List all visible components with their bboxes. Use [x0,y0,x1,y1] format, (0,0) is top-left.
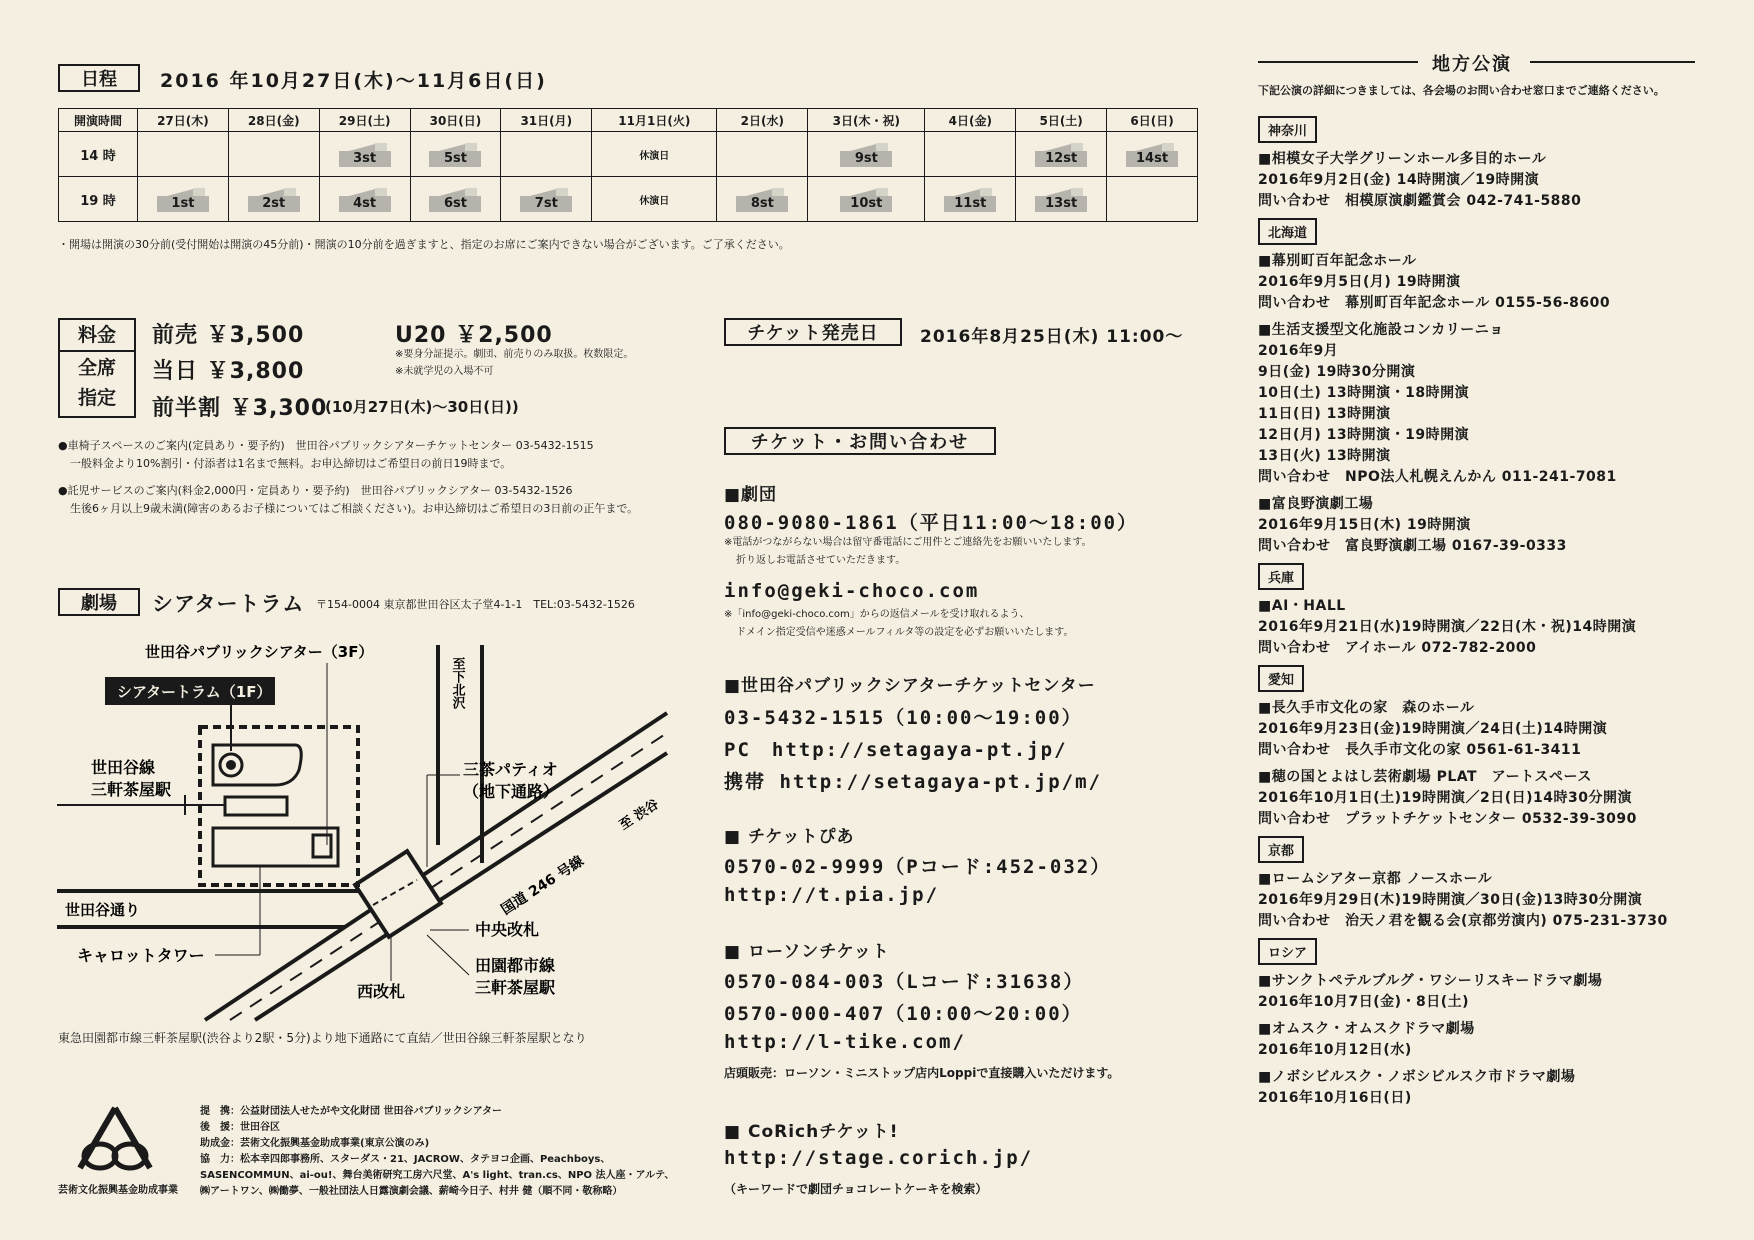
schedule-cell [717,177,808,222]
regional-intro: 下記公演の詳細につきましては、各会場のお問い合わせ窓口までご連絡ください。 [1258,84,1665,97]
schedule-cell [1016,177,1107,222]
schedule-note: ・開場は開演の30分前(受付開始は開演の45分前)・開演の10分前を過ぎますと、指定のお席にご案内できない場合がございます。ご了承ください。 [58,238,790,251]
performance-ticket-icon [840,188,892,214]
schedule-cell [925,177,1016,222]
schedule-day-5: 11月1日(火) [592,109,717,132]
region-venue-line: ■生活支援型文化施設コンカリーニョ [1258,322,1504,338]
venue-label: 劇場 [58,588,140,616]
region-venue-line: ■穂の国とよはし芸術劇場 PLAT アートスペース [1258,769,1592,785]
schedule-dates: 2016 年10月27日(木)～11月6日(日) [160,70,547,92]
region-venue-line: ■富良野演劇工場 [1258,496,1374,512]
schedule-cell [319,132,410,177]
troupe-email[interactable]: info@geki-choco.com [724,580,980,602]
schedule-cell [410,177,501,222]
performance-number: 6st [429,196,481,212]
rest-day-label: 休演日 [639,195,670,207]
schedule-cell [228,132,319,177]
region-venue [1258,251,1698,314]
wheelchair-line1: ●車椅子スペースのご案内(定員あり・要予約) 世田谷パブリックシアターチケットセンター 03-5432-1515 [58,439,594,452]
map-west-gate: 西改札 [357,982,406,1001]
schedule-cell [592,177,717,222]
region-venue-line: 問い合わせ 長久手市文化の家 0561-61-3411 [1258,742,1582,758]
region-venue-line: 2016年9月21日(水)19時開演／22日(木・祝)14時開演 [1258,619,1637,635]
childcare-line2: 生後6ヶ月以上9歳未満(障害のあるお子様についてはご相談ください)。お申込締切はご希望日の3日前の正午まで。 [70,502,639,515]
region-section [1258,218,1698,557]
region-venue-line: ■AI・HALL [1258,598,1346,614]
region-venue-line: 2016年9月23日(金)19時開演／24日(土)14時開演 [1258,721,1608,737]
performance-ticket-icon [339,188,391,214]
performance-number: 10st [840,196,892,212]
regional-rule-left [1258,61,1418,63]
schedule-cell [808,177,925,222]
credit-line: ㈱アートワン、㈱働夢、一般社団法人日露演劇会議、薪崎今日子、村井 健（順不同・敬称略） [200,1186,623,1197]
region-venue-line: 2016年10月1日(土)19時開演／2日(日)14時30分開演 [1258,790,1632,806]
map-tram-label: シアタートラム（1F） [117,683,272,701]
spt-pc-url[interactable]: PC http://setagaya-pt.jp/ [724,739,1068,761]
map-patio-2: （地下通路） [463,782,560,801]
region-venue [1258,767,1698,830]
region-venue-line: 9日(金) 19時30分開演 [1258,364,1416,380]
troupe-note1: ※電話がつながらない場合は留守番電話にご用件とご連絡先をお願いいたします。 [724,537,1092,548]
map-patio-1: 三茶パティオ [463,760,558,779]
map-setagaya-line-station [225,797,287,815]
performance-ticket-icon [736,188,788,214]
region-label: 京都 [1258,836,1304,863]
performance-ticket-icon [157,188,209,214]
region-label: 神奈川 [1258,116,1317,143]
sale-date-label: チケット発売日 [724,318,902,346]
troupe-heading: ■劇団 [724,485,778,505]
seat-label-1: 全席 [77,357,116,379]
map-dento-1: 田園都市線 [475,956,556,975]
schedule-cell [592,132,717,177]
region-venue-line: 10日(土) 13時開演・18時開演 [1258,385,1470,401]
region-section [1258,665,1698,830]
performance-number: 9st [840,151,892,167]
price-label-box [58,318,136,418]
region-venue-line: 問い合わせ 治天ノ君を観る会(京都労演内) 075-231-3730 [1258,913,1668,929]
credit-line: 協 力：松本幸四郎事務所、スターダス・21、JACROW、タテヨコ企画、Peachboys、 [200,1154,611,1165]
logo-caption: 芸術文化振興基金助成事業 [58,1185,178,1196]
region-venue-line: 2016年10月16日(日) [1258,1090,1412,1106]
region-venue [1258,596,1698,659]
schedule-cell [228,177,319,222]
arts-fund-logo [70,1104,160,1174]
region-label: 兵庫 [1258,563,1304,590]
performance-number: 11st [944,196,996,212]
lawson-note: 店頭販売：ローソン・ミニストップ店内Loppiで直接購入いただけます。 [724,1066,1120,1080]
schedule-cell [138,177,229,222]
price-u20-note1: ※要身分証提示。劇団、前売りのみ取扱。枚数限定。 [395,349,634,360]
performance-ticket-icon [944,188,996,214]
map-carrot-tower-inner [313,835,331,857]
schedule-cell [138,132,229,177]
region-label: 愛知 [1258,665,1304,692]
region-venue [1258,320,1698,488]
corich-heading: ■ CoRichチケット! [724,1122,899,1142]
region-venue-line: 問い合わせ 相模原演劇鑑賞会 042-741-5880 [1258,193,1582,209]
region-venue-line: 13日(火) 13時開演 [1258,448,1391,464]
region-section [1258,836,1698,932]
performance-ticket-icon [429,143,481,169]
performance-number: 5st [429,151,481,167]
region-venue-line: ■オムスク・オムスクドラマ劇場 [1258,1021,1475,1037]
schedule-day-0: 27日(木) [138,109,229,132]
schedule-row [59,177,1198,222]
region-label: 北海道 [1258,218,1317,245]
lawson-tel1: 0570-084-003（Lコード:31638） [724,971,1085,993]
performance-ticket-icon [248,188,300,214]
price-label: 料金 [60,320,134,352]
corich-url[interactable]: http://stage.corich.jp/ [724,1147,1034,1169]
schedule-cell [717,132,808,177]
region-venue-line: ■ロームシアター京都 ノースホール [1258,871,1493,887]
troupe-tel: 080-9080-1861（平日11:00～18:00） [724,512,1139,534]
map-theatre-marker-inner [226,760,236,770]
region-venue [1258,698,1698,761]
schedule-day-2: 29日(土) [319,109,410,132]
performance-number: 1st [157,196,209,212]
map-dento-pointer [427,935,469,975]
credit-line: 助成金：芸術文化振興基金助成事業(東京公演のみ) [200,1138,430,1149]
email-note2: ドメイン指定受信や迷惑メールフィルタ等の設定を必ずお願いいたします。 [736,627,1074,638]
region-venue-line: 2016年9月2日(金) 14時開演／19時開演 [1258,172,1540,188]
map-route246-label: 国道 246 号線 [498,853,587,919]
venue-map [55,635,675,1025]
region-venue-line: ■サンクトペテルブルグ・ワシーリスキードラマ劇場 [1258,973,1603,989]
region-venue-line: 2016年9月15日(木) 19時開演 [1258,517,1471,533]
pia-heading: ■ チケットぴあ [724,827,855,847]
schedule-cell [319,177,410,222]
schedule-header-label: 開演時間 [59,109,138,132]
schedule-day-1: 28日(金) [228,109,319,132]
map-station [355,851,441,937]
region-section [1258,563,1698,659]
schedule-cell [808,132,925,177]
schedule-cell [501,132,592,177]
lawson-heading: ■ ローソンチケット [724,942,890,962]
schedule-day-3: 30日(日) [410,109,501,132]
schedule-cell [1107,177,1198,222]
venue-name: シアタートラム [152,592,305,616]
corich-note: （キーワードで劇団チョコレートケーキを検索） [724,1182,988,1196]
schedule-cell [925,132,1016,177]
venue-access: 東急田園都市線三軒茶屋駅(渋谷より2駅・5分)より地下通路にて直結／世田谷線三軒茶屋駅となり [58,1031,587,1045]
schedule-day-4: 31日(月) [501,109,592,132]
region-venue-line: ■長久手市文化の家 森のホール [1258,700,1475,716]
contact-label: チケット・お問い合わせ [724,427,996,455]
schedule-day-9: 5日(土) [1016,109,1107,132]
pia-url[interactable]: http://t.pia.jp/ [724,884,940,906]
region-venue [1258,494,1698,557]
performance-ticket-icon [840,143,892,169]
regional-list [1258,116,1698,1115]
region-venue-line: 問い合わせ 富良野演劇工場 0167-39-0333 [1258,538,1567,554]
spt-mobile-url[interactable]: 携帯 http://setagaya-pt.jp/m/ [724,771,1102,793]
map-dento-2: 三軒茶屋駅 [475,978,556,997]
schedule-table [58,108,1198,222]
schedule-day-8: 4日(金) [925,109,1016,132]
schedule-day-6: 2日(水) [717,109,808,132]
schedule-cell [1107,132,1198,177]
wheelchair-line2: 一般料金より10%割引・付添者は1名まで無料。お申込締切はご希望日の前日19時まで。 [70,457,512,470]
troupe-note2: 折り返しお電話させていただきます。 [736,555,906,566]
lawson-url[interactable]: http://l-tike.com/ [724,1031,966,1053]
region-venue-line: 2016年9月29日(木)19時開演／30日(金)13時30分開演 [1258,892,1643,908]
region-section [1258,116,1698,212]
region-venue-line: 12日(月) 13時開演・19時開演 [1258,427,1470,443]
performance-number: 14st [1126,151,1178,167]
seat-label-2: 指定 [77,387,116,409]
schedule-cell [1016,132,1107,177]
performance-ticket-icon [429,188,481,214]
map-setagaya-line-2: 三軒茶屋駅 [91,780,172,799]
performance-number: 4st [339,196,391,212]
performance-ticket-icon [1126,143,1178,169]
price-u20: U20 ￥2,500 [395,323,553,348]
region-venue-line: 2016年10月12日(水) [1258,1042,1412,1058]
credit-line: 提 携：公益財団法人せたがや文化財団 世田谷パブリックシアター [200,1106,502,1117]
spt-heading: ■世田谷パブリックシアターチケットセンター [724,676,1096,696]
region-venue-line: 問い合わせ プラットチケットセンター 0532-39-3090 [1258,811,1637,827]
map-carrot-label: キャロットタワー [77,946,205,965]
price-u20-note2: ※未就学児の入場不可 [395,366,494,377]
performance-ticket-icon [339,143,391,169]
rest-day-label: 休演日 [639,150,670,162]
regional-title: 地方公演 [1432,54,1512,75]
region-venue-line: 問い合わせ 幕別町百年記念ホール 0155-56-8600 [1258,295,1611,311]
price-advance: 前売 ￥3,500 [152,323,305,348]
schedule-cell [410,132,501,177]
map-central-gate: 中央改札 [475,920,540,939]
price-door: 当日 ￥3,800 [152,359,305,384]
schedule-day-7: 3日(木・祝) [808,109,925,132]
region-venue-line: 問い合わせ NPO法人札幌えんかん 011-241-7081 [1258,469,1617,485]
region-venue [1258,1019,1698,1061]
credit-line: 後 援：世田谷区 [200,1122,280,1133]
performance-ticket-icon [520,188,572,214]
map-setagaya-dori-label: 世田谷通り [65,901,141,919]
map-north-label: 至下北沢 [449,657,465,709]
childcare-line1: ●託児サービスのご案内(料金2,000円・定員あり・要予約) 世田谷パブリックシアター 03-5432-1526 [58,484,573,497]
region-venue-line: ■ノボシビルスク・ノボシビルスク市ドラマ劇場 [1258,1069,1576,1085]
performance-ticket-icon [1035,188,1087,214]
performance-number: 8st [736,196,788,212]
region-venue [1258,869,1698,932]
region-venue-line: 2016年10月7日(金)・8日(土) [1258,994,1470,1010]
map-shibuya: 至 渋谷 [617,797,662,834]
sale-date: 2016年8月25日(木) 11:00～ [920,327,1184,347]
region-venue-line: 2016年9月5日(月) 19時開演 [1258,274,1461,290]
region-venue-line: ■相模女子大学グリーンホール多目的ホール [1258,151,1547,167]
region-section [1258,938,1698,1109]
credits-block [200,1104,674,1200]
region-label: ロシア [1258,938,1317,965]
map-setagaya-line-1: 世田谷線 [91,758,156,777]
performance-number: 13st [1035,196,1087,212]
region-venue-line: 問い合わせ アイホール 072-782-2000 [1258,640,1537,656]
region-venue-line: 2016年9月 [1258,343,1339,359]
pia-tel: 0570-02-9999（Pコード:452-032） [724,856,1112,878]
region-venue [1258,1067,1698,1109]
price-early: 前半割 ￥3,300 [152,396,328,421]
performance-number: 2st [248,196,300,212]
schedule-label: 日程 [58,64,140,92]
credit-line: SASENCOMMUN、ai-ou!、舞台美術研究工房六尺堂、A's light、tran.cs、NPO 法人座・アルテ、 [200,1170,675,1181]
performance-ticket-icon [1035,143,1087,169]
schedule-time: 19 時 [59,177,138,222]
venue-address: 〒154-0004 東京都世田谷区太子堂4-1-1 TEL:03-5432-1526 [316,598,635,611]
email-note1: ※「info@geki-choco.com」からの返信メールを受け取れるよう、 [724,609,1030,620]
lawson-tel2: 0570-000-407（10:00～20:00） [724,1003,1083,1025]
schedule-row [59,132,1198,177]
region-venue [1258,149,1698,212]
spt-tel: 03-5432-1515（10:00～19:00） [724,707,1083,729]
schedule-day-10: 6日(日) [1107,109,1198,132]
performance-number: 7st [520,196,572,212]
region-venue-line: ■幕別町百年記念ホール [1258,253,1417,269]
region-venue [1258,971,1698,1013]
region-venue-line: 11日(日) 13時開演 [1258,406,1391,422]
schedule-time: 14 時 [59,132,138,177]
schedule-cell [501,177,592,222]
performance-number: 3st [339,151,391,167]
price-early-dates: (10月27日(木)～30日(日)) [325,398,519,416]
performance-number: 12st [1035,151,1087,167]
regional-rule-right [1530,61,1695,63]
map-pt-label: 世田谷パブリックシアター（3F） [145,643,374,661]
